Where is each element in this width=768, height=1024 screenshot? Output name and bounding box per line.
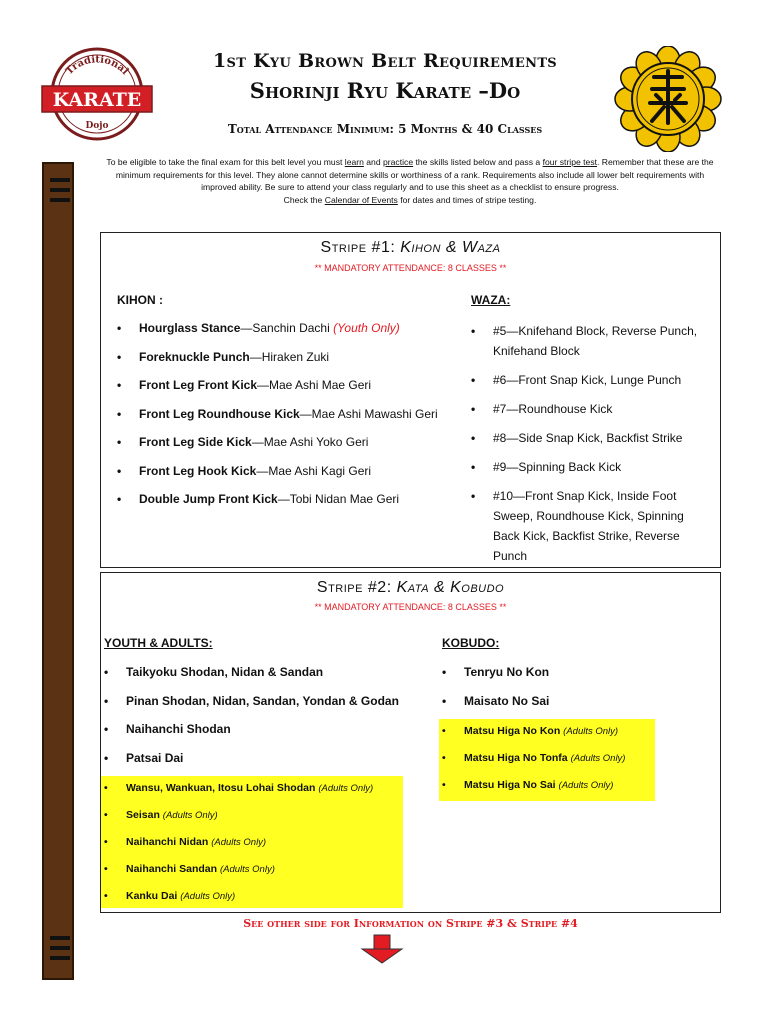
- stripe-1-section: [100, 232, 721, 568]
- logo-bottom-text: Dojo: [85, 121, 109, 131]
- waza-list: [471, 321, 711, 566]
- stripe-2-title: Stripe #2: Kata & Kobudo: [316, 579, 505, 596]
- youth-adults-only-list: [104, 782, 404, 917]
- logo-top-text: Traditional: [63, 54, 131, 78]
- page-subtitle: Shorinji Ryu Karate –Do: [249, 78, 521, 103]
- see-other-side-note: See other side for Information on Stripe #3 & Stripe #4: [243, 917, 578, 930]
- page-title: 1st Kyu Brown Belt Requirements: [213, 50, 557, 72]
- youth-adults-heading: YOUTH & ADULTS:: [104, 636, 213, 650]
- list-item: • #7—Roundhouse Kick: [471, 399, 711, 419]
- list-item: • Hourglass Stance—Sanchin Dachi (Youth Only): [117, 321, 467, 350]
- youth-adults-list: [104, 665, 434, 779]
- kihon-list: [117, 321, 467, 521]
- intro-paragraph: To be eligible to take the final exam for this belt level you must learn and practice the skills listed below and pass a four stripe test. Remember that these are the minimum requirements for this level. They alone cannot determine skills or worthiness of a rank. Requirements also include all lower belt requirements with improved ability. Be sure to attend your class regularly and to use this sheet as a checklist to ensure progress. Check the Calendar of Events for dates and times of stripe testing.: [106, 157, 714, 205]
- list-item: • #6—Front Snap Kick, Lunge Punch: [471, 370, 711, 390]
- down-arrow-icon: [360, 934, 404, 964]
- list-item: • #5—Knifehand Block, Reverse Punch, Knifehand Block: [471, 321, 711, 361]
- stripe-1-title: Stripe #1: Kihon & Waza: [320, 239, 501, 256]
- list-item: • Front Leg Roundhouse Kick—Mae Ashi Mawashi Geri: [117, 407, 467, 436]
- list-item: • Seisan (Adults Only): [104, 809, 404, 836]
- list-item: • Front Leg Side Kick—Mae Ashi Yoko Geri: [117, 435, 467, 464]
- list-item: • Kanku Dai (Adults Only): [104, 890, 404, 917]
- list-item: • Maisato No Sai: [442, 694, 702, 723]
- practice-link: practice: [383, 157, 414, 167]
- attendance-minimum: Total Attendance Minimum: 5 Months & 40 Classes: [227, 122, 543, 136]
- list-item: • Front Leg Front Kick—Mae Ashi Mae Geri: [117, 378, 467, 407]
- list-item: • Matsu Higa No Kon (Adults Only): [442, 725, 656, 752]
- list-item: • #8—Side Snap Kick, Backfist Strike: [471, 428, 711, 448]
- stripe-2-mandatory: ** MANDATORY ATTENDANCE: 8 CLASSES **: [314, 602, 507, 612]
- list-item: • #9—Spinning Back Kick: [471, 457, 711, 477]
- list-item: • Taikyoku Shodan, Nidan & Sandan: [104, 665, 434, 694]
- list-item: • Naihanchi Sandan (Adults Only): [104, 863, 404, 890]
- logo-main-text: KARATE: [52, 89, 142, 111]
- list-item: • Naihanchi Nidan (Adults Only): [104, 836, 404, 863]
- stripe-2-section: [100, 572, 721, 913]
- list-item: • Foreknuckle Punch—Hiraken Zuki: [117, 350, 467, 379]
- four-stripe-test-link: four stripe test: [542, 157, 598, 167]
- list-item: • Pinan Shodan, Nidan, Sandan, Yondan & Godan: [104, 694, 434, 723]
- kobudo-heading: KOBUDO:: [442, 636, 500, 650]
- list-item: • Matsu Higa No Sai (Adults Only): [442, 779, 656, 806]
- brown-belt-graphic: [42, 162, 74, 980]
- shorinji-ryu-emblem: [612, 46, 724, 152]
- waza-heading: WAZA:: [471, 293, 511, 307]
- traditional-karate-dojo-logo: [38, 46, 156, 142]
- stripe-1-mandatory: ** MANDATORY ATTENDANCE: 8 CLASSES **: [314, 263, 507, 273]
- list-item: • #10—Front Snap Kick, Inside Foot Sweep, Roundhouse Kick, Spinning Back Kick, Backfist Strike, Reverse Punch: [471, 486, 711, 566]
- learn-link: learn: [344, 157, 364, 167]
- list-item: • Wansu, Wankuan, Itosu Lohai Shodan (Adults Only): [104, 782, 404, 809]
- list-item: • Front Leg Hook Kick—Mae Ashi Kagi Geri: [117, 464, 467, 493]
- list-item: • Double Jump Front Kick—Tobi Nidan Mae Geri: [117, 492, 467, 521]
- list-item: • Patsai Dai: [104, 751, 434, 780]
- kihon-heading: KIHON :: [117, 293, 163, 307]
- kobudo-list: [442, 665, 702, 722]
- calendar-of-events-link[interactable]: Calendar of Events: [324, 194, 398, 205]
- kobudo-adults-only-list: [442, 725, 656, 806]
- list-item: • Tenryu No Kon: [442, 665, 702, 694]
- list-item: • Matsu Higa No Tonfa (Adults Only): [442, 752, 656, 779]
- list-item: • Naihanchi Shodan: [104, 722, 434, 751]
